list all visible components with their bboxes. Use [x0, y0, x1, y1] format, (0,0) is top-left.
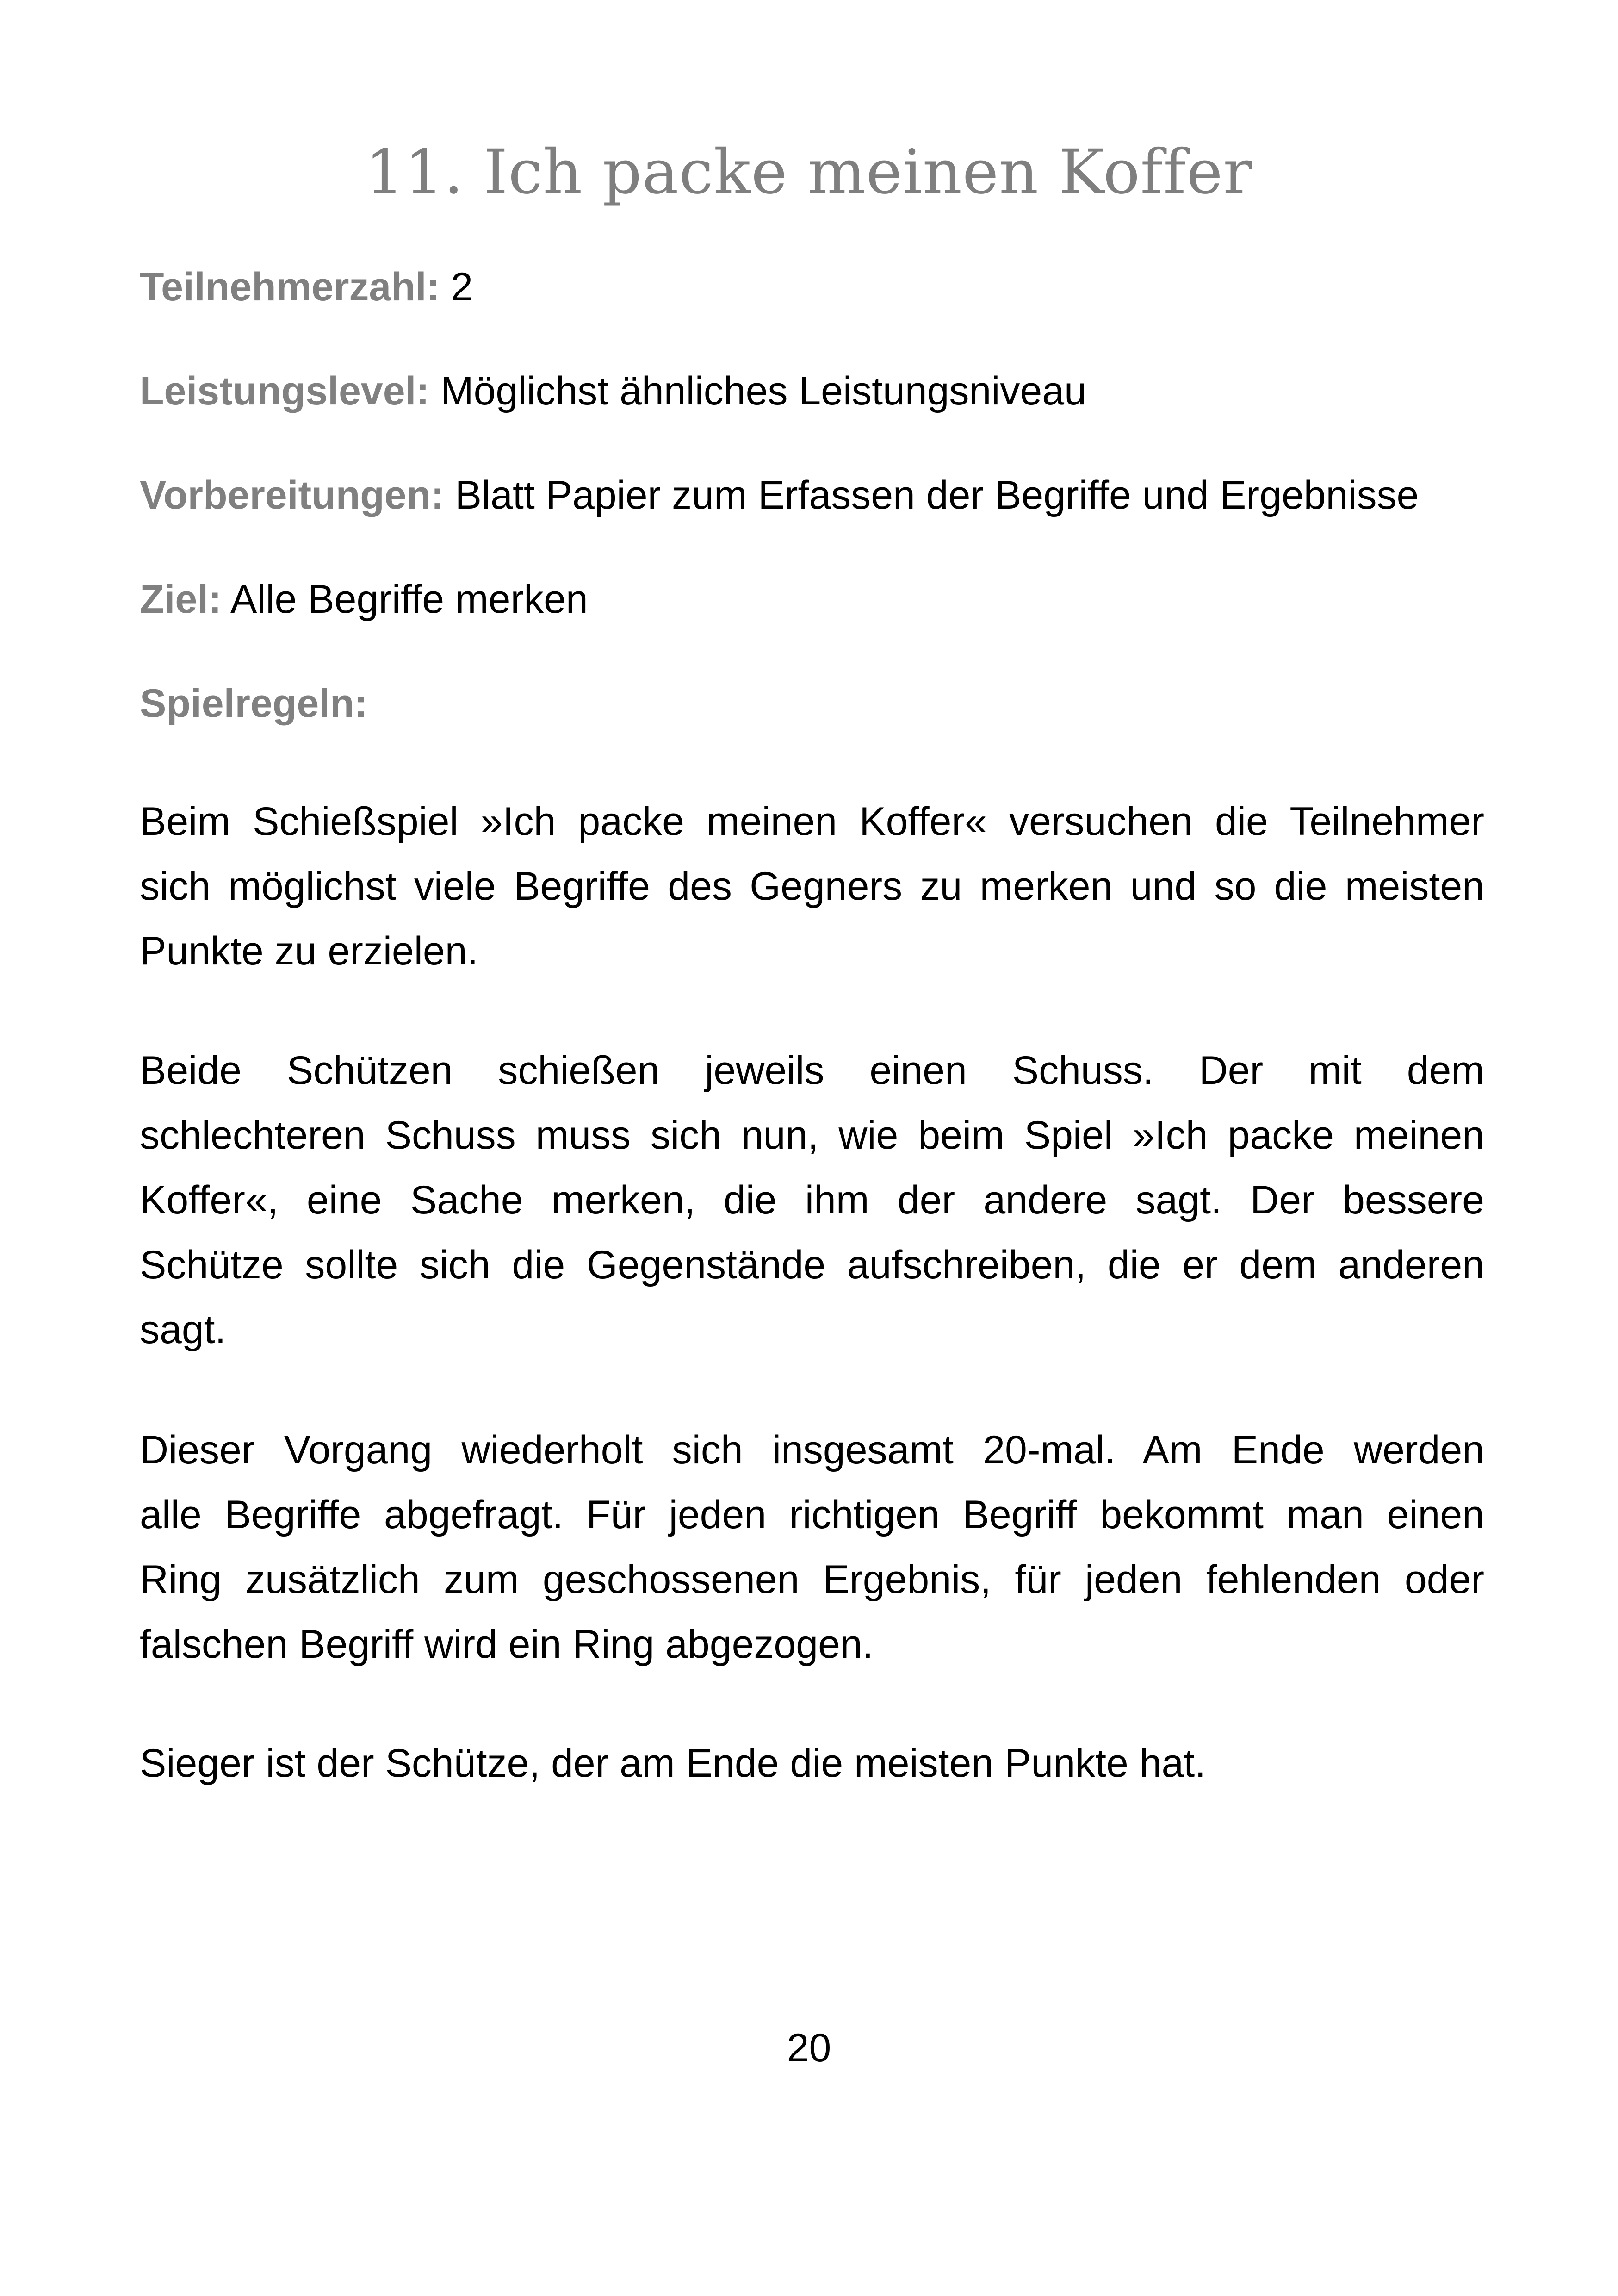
- field-value: 2: [451, 265, 473, 309]
- paragraph-line: Koffer«, eine Sache merken, die ihm der andere sagt. Der bessere: [140, 1178, 1484, 1222]
- paragraph-line: Ring zusätzlich zum geschossenen Ergebnis, für jeden fehlenden oder: [140, 1557, 1484, 1602]
- field-label: Vorbereitungen:: [140, 473, 444, 517]
- field-performance-level: [140, 366, 1086, 417]
- paragraph-line: Schütze sollte sich die Gegenstände aufschreiben, die er dem anderen: [140, 1243, 1484, 1287]
- paragraph-line: falschen Begriff wird ein Ring abgezogen.: [140, 1622, 874, 1667]
- paragraph-line: Beide Schützen schießen jeweils einen Schuss. Der mit dem: [140, 1048, 1484, 1093]
- field-value: Möglichst ähnliches Leistungsniveau: [440, 369, 1086, 413]
- paragraph-line: Dieser Vorgang wiederholt sich insgesamt 20-mal. Am Ende werden: [140, 1428, 1484, 1472]
- paragraph-winner: [140, 1731, 1484, 1796]
- page-number: 20: [787, 2026, 831, 2070]
- paragraph-scoring: [140, 1418, 1484, 1677]
- paragraph-line: alle Begriffe abgefragt. Für jeden richtigen Begriff bekommt man einen: [140, 1493, 1484, 1537]
- paragraph-line: Punkte zu erzielen.: [140, 929, 478, 973]
- paragraph-procedure: [140, 1038, 1484, 1362]
- field-value: Alle Begriffe merken: [230, 577, 588, 622]
- paragraph-line: sich möglichst viele Begriffe des Gegners zu merken und so die meisten: [140, 864, 1484, 908]
- paragraph-intro: [140, 789, 1484, 983]
- paragraph-line: schlechteren Schuss muss sich nun, wie beim Spiel »Ich packe meinen: [140, 1113, 1484, 1157]
- paragraph-line: sagt.: [140, 1307, 226, 1352]
- field-label: Ziel:: [140, 577, 222, 622]
- field-rules-heading: [140, 678, 367, 729]
- field-participants: [140, 261, 473, 312]
- field-label: Teilnehmerzahl:: [140, 265, 440, 309]
- paragraph-line: Sieger ist der Schütze, der am Ende die meisten Punkte hat.: [140, 1741, 1206, 1786]
- field-value: Blatt Papier zum Erfassen der Begriffe und Ergebnisse: [455, 473, 1419, 517]
- field-label: Leistungslevel:: [140, 369, 430, 413]
- field-preparations: [140, 470, 1419, 521]
- field-label: Spielregeln:: [140, 681, 368, 726]
- page-title: 11. Ich packe meinen Koffer: [365, 137, 1253, 208]
- paragraph-line: Beim Schießspiel »Ich packe meinen Koffer« versuchen die Teilnehmer: [140, 799, 1484, 844]
- field-goal: [140, 574, 588, 625]
